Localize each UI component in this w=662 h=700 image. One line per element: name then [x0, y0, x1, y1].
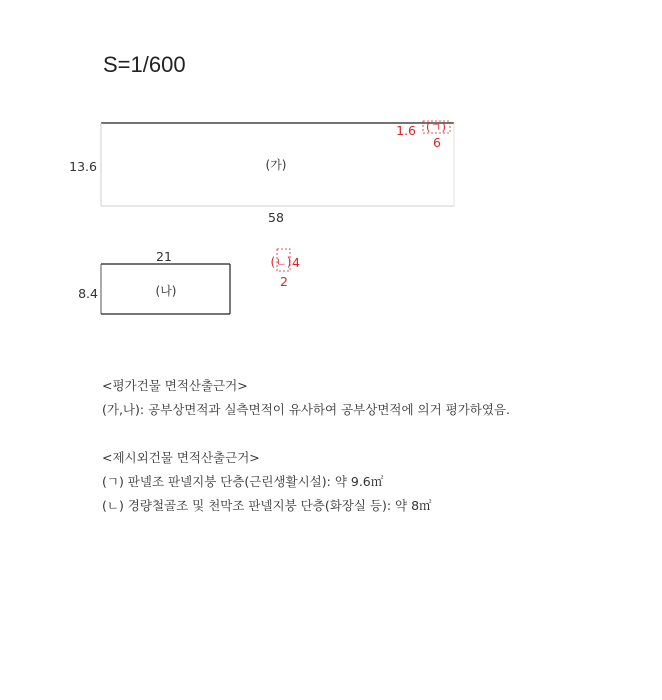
extension-na-width-label: 4	[292, 255, 300, 270]
area-notes	[102, 374, 510, 518]
building-ga-label: (가)	[265, 158, 287, 172]
notes-spacer	[102, 422, 510, 446]
extension-na	[271, 249, 300, 289]
excluded-item-1: (ㄱ) 판넬조 판넬지붕 단층(근린생활시설): 약 9.6㎡	[102, 474, 384, 489]
building-na	[78, 249, 230, 314]
extension-ga-width-label: 1.6	[396, 123, 416, 138]
scale-label: S=1/600	[103, 52, 186, 77]
building-ga	[69, 123, 454, 225]
building-na-label: (나)	[155, 284, 177, 298]
extension-na-label: (ㄴ)	[270, 255, 292, 269]
extension-ga-label: (ㄱ)	[425, 120, 447, 134]
basis-heading: <평가건물 면적산출근거>	[102, 378, 248, 393]
building-na-width-label: 21	[156, 249, 172, 264]
extension-na-height-label: 2	[280, 274, 288, 289]
basis-text: (가,나): 공부상면적과 실측면적이 유사하여 공부상면적에 의거 평가하였음.	[102, 402, 511, 417]
building-ga-width-label: 58	[268, 210, 284, 225]
extension-ga	[396, 120, 450, 150]
excluded-heading: <제시외건물 면적산출근거>	[102, 450, 260, 465]
extension-ga-height-label: 6	[433, 135, 441, 150]
excluded-item-2: (ㄴ) 경량철골조 및 천막조 판넬지붕 단층(화장실 등): 약 8㎡	[102, 498, 432, 513]
building-na-height-label: 8.4	[78, 286, 98, 301]
building-ga-height-label: 13.6	[69, 159, 97, 174]
